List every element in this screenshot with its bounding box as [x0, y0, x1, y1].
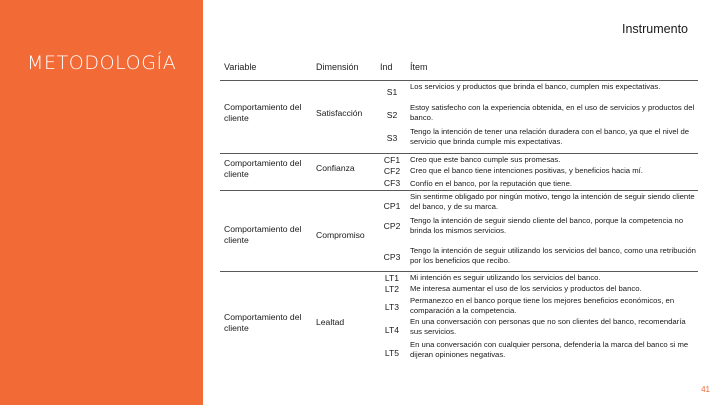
header-variable: Variable [224, 62, 257, 72]
item-cell: Creo que el banco tiene intenciones positivas, y beneficios hacia mí. [410, 166, 643, 175]
header-dimension: Dimensión [316, 62, 359, 72]
ind-cell: LT5 [384, 348, 400, 358]
ind-cell: LT3 [384, 302, 400, 312]
instrument-table [220, 56, 698, 371]
item-cell: Estoy satisfecho con la experiencia obtenida, en el uso de servicios y productos del banco. [410, 103, 695, 123]
ind-cell: CF3 [383, 178, 401, 188]
item-cell: Me interesa aumentar el uso de los servicios y productos del banco. [410, 284, 642, 293]
variable-cell: Comportamiento del cliente [224, 224, 302, 245]
item-cell: Tengo la intención de tener una relación duradera con el banco, ya que el nivel de servicio que brinda cumple mis expectativas. [410, 127, 690, 147]
ind-cell: CF1 [383, 155, 401, 165]
ind-cell: LT4 [384, 325, 400, 335]
item-cell: Permanezco en el banco porque tiene los mejores beneficios económicos, en comparación a la competencia. [410, 296, 675, 316]
ind-cell: CP3 [383, 252, 401, 262]
variable-cell: Comportamiento del cliente [224, 158, 302, 179]
header-item: Ítem [410, 62, 428, 72]
table-header [220, 56, 698, 80]
item-cell: Mi intención es seguir utilizando los servicios del banco. [410, 273, 601, 282]
section-panel [0, 0, 203, 405]
header-ind: Ind [380, 62, 393, 72]
item-cell: Creo que este banco cumple sus promesas. [410, 155, 561, 164]
ind-cell: S1 [386, 87, 398, 97]
variable-cell: Comportamiento del cliente [224, 312, 302, 333]
ind-cell: LT1 [384, 273, 400, 283]
section-title: METODOLOGÍA [27, 52, 177, 74]
dimension-cell: Confianza [316, 163, 355, 173]
ind-cell: S3 [386, 133, 398, 143]
page-number: 41 [701, 385, 710, 394]
dimension-cell: Lealtad [316, 317, 345, 327]
variable-cell: Comportamiento del cliente [224, 102, 302, 123]
item-cell: En una conversación con personas que no son clientes del banco, recomendaría sus servicios. [410, 317, 686, 337]
item-cell: Tengo la intención de seguir utilizando los servicios del banco, como una retribución por los beneficios que recibo. [410, 246, 696, 266]
group-lealtad [220, 271, 698, 371]
ind-cell: CP2 [383, 221, 401, 231]
slide-label: Instrumento [621, 22, 688, 36]
item-cell: Los servicios y productos que brinda el banco, cumplen mis expectativas. [410, 82, 661, 91]
group-satisfaccion [220, 80, 698, 153]
dimension-cell: Satisfacción [316, 108, 363, 118]
ind-cell: CP1 [383, 201, 401, 211]
item-cell: Tengo la intención de seguir siendo cliente del banco, porque la competencia no brinda los mismos servicios. [410, 216, 684, 236]
group-confianza [220, 153, 698, 190]
ind-cell: CF2 [383, 166, 401, 176]
ind-cell: LT2 [384, 284, 400, 294]
item-cell: Sin sentirme obligado por ningún motivo, tengo la intención de seguir siendo cliente del banco, y de su marca. [410, 192, 695, 212]
item-cell: Confío en el banco, por la reputación que tiene. [410, 179, 572, 188]
item-cell: En una conversación con cualquier persona, defendería la marca del banco si me dijeran opiniones negativas. [410, 340, 689, 360]
ind-cell: S2 [386, 110, 398, 120]
dimension-cell: Compromiso [316, 230, 365, 240]
group-compromiso [220, 190, 698, 271]
